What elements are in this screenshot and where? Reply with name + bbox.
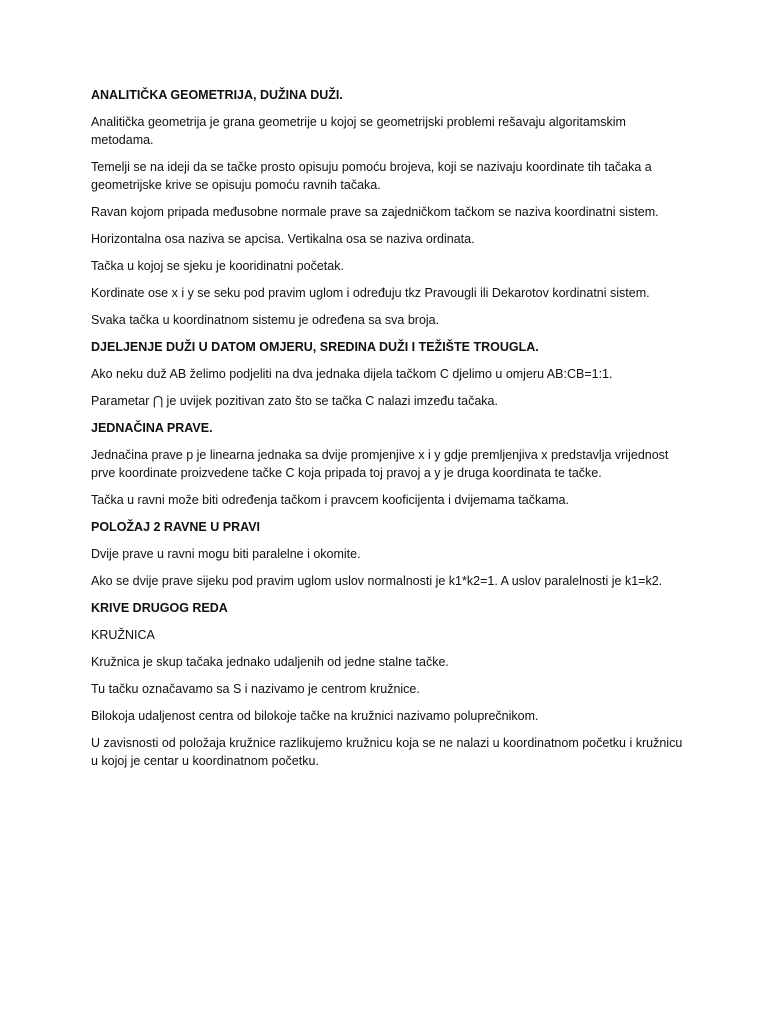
heading-position-of-lines: POLOŽAJ 2 RAVNE U PRAVI	[91, 520, 261, 534]
paragraph: Tačka u kojoj se sjeku je kooridinatni početak.	[91, 259, 344, 273]
paragraph: Ravan kojom pripada međusobne normale prave sa zajedničkom tačkom se naziva koordinatni sistem.	[91, 205, 659, 219]
subheading-circle: KRUŽNICA	[91, 628, 155, 642]
document-page	[91, 86, 691, 779]
heading-analytic-geometry: ANALITIČKA GEOMETRIJA, DUŽINA DUŽI.	[91, 88, 343, 102]
paragraph: Horizontalna osa naziva se apcisa. Vertikalna osa se naziva ordinata.	[91, 232, 475, 246]
paragraph: Jednačina prave p je linearna jednaka sa dvije promjenjive x i y gdje premljenjiva x predstavlja vrijednost prve koordinate proizvedene tačke C koja pripada toj pravoj a y je druga koordinata te tačke.	[91, 448, 669, 480]
paragraph: Ako neku duž AB želimo podjeliti na dva jednaka dijela tačkom C djelimo u omjeru AB:CB=1:1.	[91, 367, 613, 381]
paragraph: Temelji se na ideji da se tačke prosto opisuju pomoću brojeva, koji se nazivaju koordinate tih tačaka a geometrijske krive se opisuju pomoću ravnih tačaka.	[91, 160, 652, 192]
paragraph: Kordinate ose x i y se seku pod pravim uglom i određuju tkz Pravougli ili Dekarotov kordinatni sistem.	[91, 286, 650, 300]
paragraph: Parametar ⋂ je uvijek pozitivan zato što se tačka C nalazi imzeđu tačaka.	[91, 394, 498, 408]
paragraph: Tačka u ravni može biti određenja tačkom i pravcem kooficijenta i dvijemama tačkama.	[91, 493, 569, 507]
paragraph: Svaka tačka u koordinatnom sistemu je određena sa sva broja.	[91, 313, 440, 327]
paragraph: Analitička geometrija je grana geometrije u kojoj se geometrijski problemi rešavaju algoritamskim metodama.	[91, 115, 626, 147]
heading-line-equation: JEDNAČINA PRAVE.	[91, 421, 213, 435]
paragraph: Kružnica je skup tačaka jednako udaljenih od jedne stalne tačke.	[91, 655, 449, 669]
paragraph: U zavisnosti od položaja kružnice razlikujemo kružnicu koja se ne nalazi u koordinatnom početku i kružnicu u kojoj je centar u koordinatnom početku.	[91, 736, 683, 768]
paragraph: Ako se dvije prave sijeku pod pravim uglom uslov normalnosti je k1*k2=1. A uslov paralelnosti je k1=k2.	[91, 574, 663, 588]
heading-second-order-curves: KRIVE DRUGOG REDA	[91, 601, 228, 615]
paragraph: Tu tačku označavamo sa S i nazivamo je centrom kružnice.	[91, 682, 420, 696]
paragraph: Dvije prave u ravni mogu biti paralelne i okomite.	[91, 547, 361, 561]
paragraph: Bilokoja udaljenost centra od bilokoje tačke na kružnici nazivamo poluprečnikom.	[91, 709, 539, 723]
heading-segment-division: DJELJENJE DUŽI U DATOM OMJERU, SREDINA DUŽI I TEŽIŠTE TROUGLA.	[91, 340, 539, 354]
